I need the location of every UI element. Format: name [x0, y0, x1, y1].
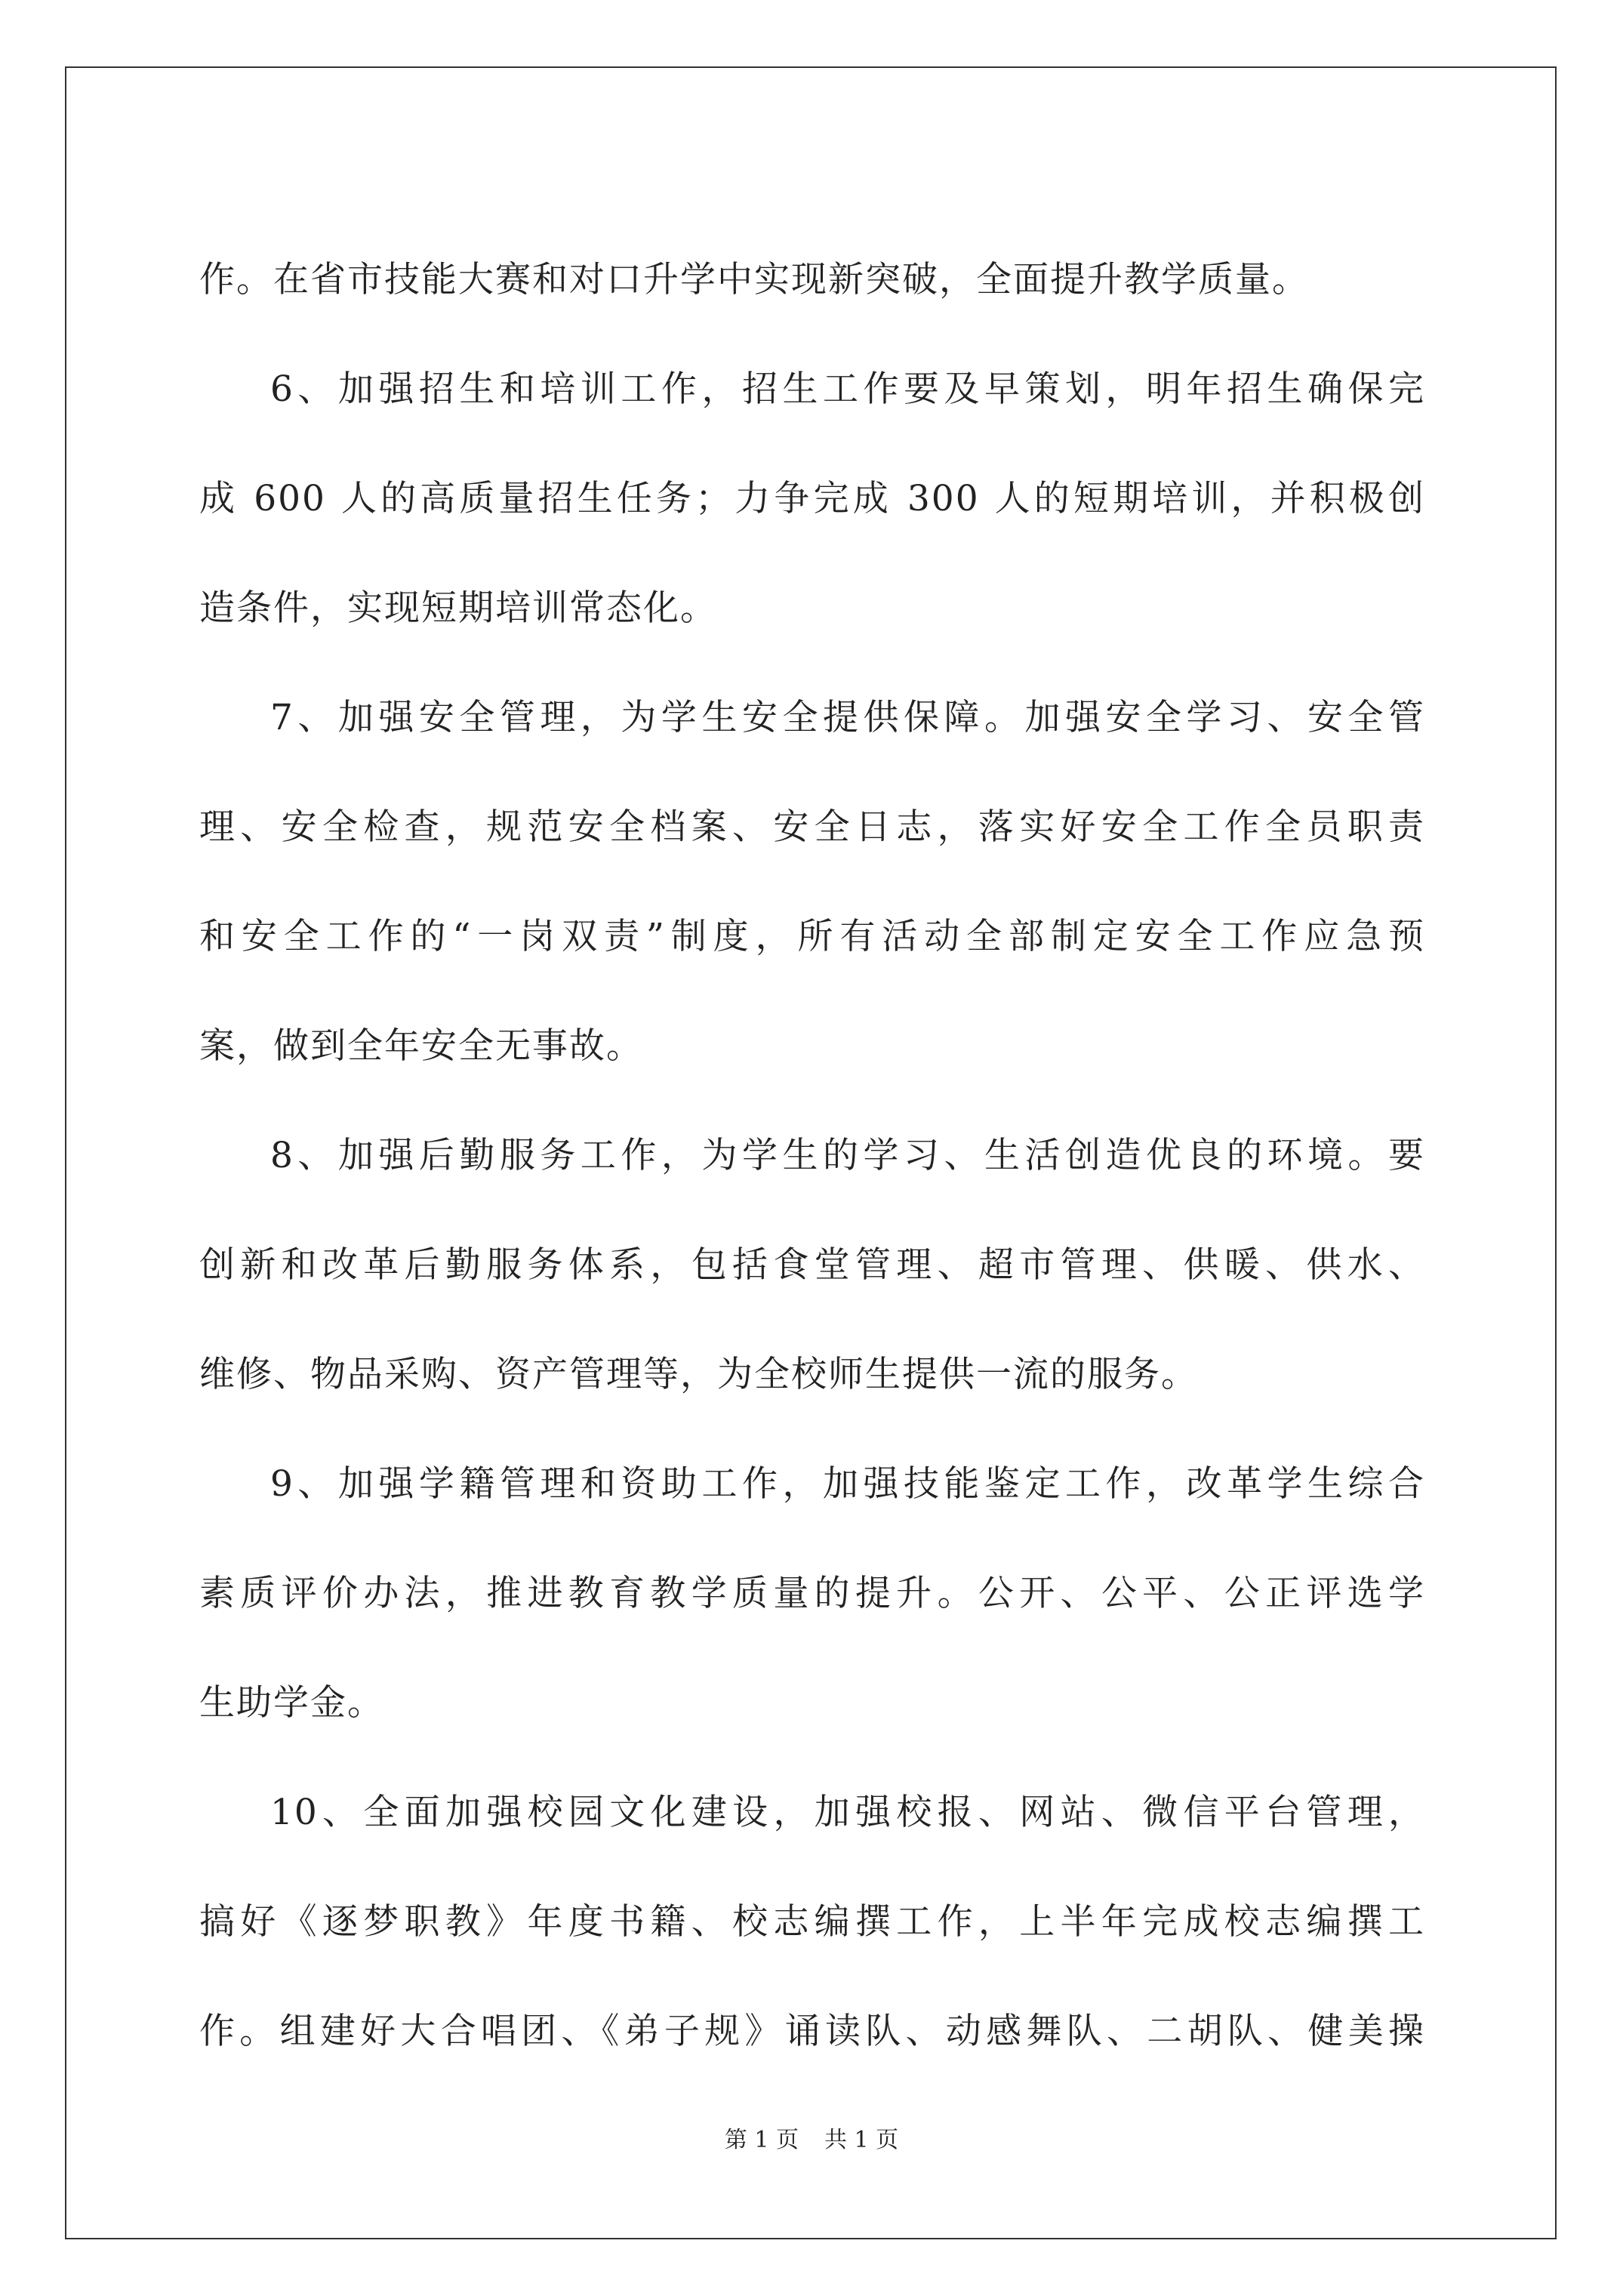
text-line: 创新和改革后勤服务体系，包括食堂管理、超市管理、供暖、供水、 [199, 1244, 1425, 1286]
page-number: 第 1 页 [724, 2127, 799, 2153]
page-total: 共 1 页 [824, 2127, 899, 2153]
text-line: 素质评价办法，推进教育教学质量的提升。公开、公平、公正评选学 [199, 1573, 1425, 1614]
page-footer [0, 2125, 1623, 2156]
text-line: 作。组建好大合唱团、《弟子规》诵读队、动感舞队、二胡队、健美操 [199, 2011, 1425, 2052]
text-line: 理、安全检查，规范安全档案、安全日志，落实好安全工作全员职责 [199, 806, 1425, 848]
text-line: 造条件，实现短期培训常态化。 [199, 587, 717, 629]
text-line: 7、加强安全管理，为学生安全提供保障。加强安全学习、安全管 [270, 697, 1425, 738]
text-line: 生助学金。 [199, 1682, 384, 1724]
text-line: 6、加强招生和培训工作，招生工作要及早策划，明年招生确保完 [270, 368, 1425, 410]
document-body [199, 225, 1425, 2086]
text-line: 搞好《逐梦职教》年度书籍、校志编撰工作，上半年完成校志编撰工 [199, 1901, 1425, 1943]
text-line: 和安全工作的“一岗双责”制度，所有活动全部制定安全工作应急预 [199, 916, 1425, 957]
text-line: 10、全面加强校园文化建设，加强校报、网站、微信平台管理， [270, 1792, 1425, 1833]
text-line: 作。在省市技能大赛和对口升学中实现新突破，全面提升教学质量。 [199, 259, 1309, 300]
text-line: 维修、物品采购、资产管理等，为全校师生提供一流的服务。 [199, 1354, 1198, 1395]
text-line: 案，做到全年安全无事故。 [199, 1025, 643, 1067]
text-line: 8、加强后勤服务工作，为学生的学习、生活创造优良的环境。要 [270, 1135, 1425, 1176]
text-line: 成 600 人的高质量招生任务；力争完成 300 人的短期培训，并积极创 [199, 478, 1425, 519]
text-line: 9、加强学籍管理和资助工作，加强技能鉴定工作，改革学生综合 [270, 1463, 1425, 1505]
